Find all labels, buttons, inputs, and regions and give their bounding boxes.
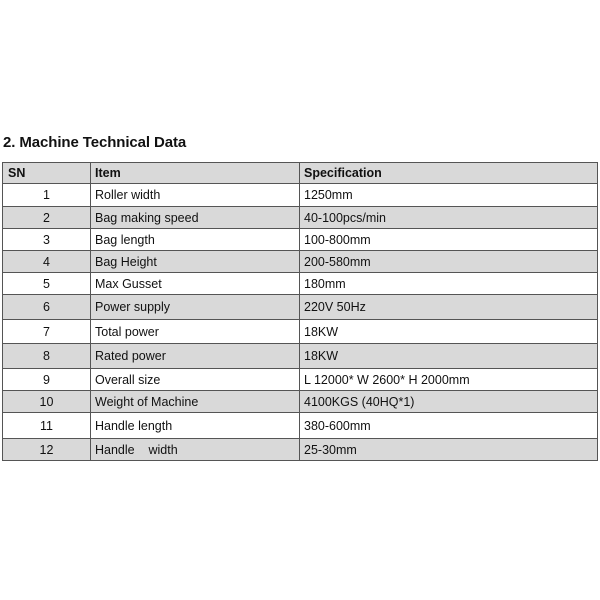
row-sn: 9: [3, 369, 91, 391]
row-spec: 180mm: [300, 273, 598, 295]
row-item: Bag Height: [91, 251, 300, 273]
row-spec: 220V 50Hz: [300, 295, 598, 320]
row-item: Max Gusset: [91, 273, 300, 295]
table-row: [3, 320, 598, 344]
row-sn: 8: [3, 344, 91, 369]
row-sn: 2: [3, 207, 91, 229]
row-spec: 18KW: [300, 344, 598, 369]
row-sn: 6: [3, 295, 91, 320]
row-sn: 12: [3, 439, 91, 461]
table-header-row: [3, 163, 598, 184]
table-row: [3, 413, 598, 439]
row-sn: 3: [3, 229, 91, 251]
row-item: Total power: [91, 320, 300, 344]
table-row: [3, 229, 598, 251]
table-row: [3, 273, 598, 295]
row-item: Handle length: [91, 413, 300, 439]
row-spec: 40-100pcs/min: [300, 207, 598, 229]
header-specification: Specification: [300, 163, 598, 184]
section-title: 2. Machine Technical Data: [3, 134, 187, 151]
row-spec: L 12000* W 2600* H 2000mm: [300, 369, 598, 391]
row-item: Handle width: [91, 439, 300, 461]
row-spec: 4100KGS (40HQ*1): [300, 391, 598, 413]
table-row: [3, 391, 598, 413]
row-sn: 4: [3, 251, 91, 273]
row-spec: 200-580mm: [300, 251, 598, 273]
row-spec: 100-800mm: [300, 229, 598, 251]
table-row: [3, 369, 598, 391]
table-row: [3, 344, 598, 369]
table-row: [3, 439, 598, 461]
row-item: Rated power: [91, 344, 300, 369]
row-item: Bag making speed: [91, 207, 300, 229]
row-spec: 1250mm: [300, 184, 598, 207]
row-sn: 10: [3, 391, 91, 413]
table-row: [3, 295, 598, 320]
row-spec: 18KW: [300, 320, 598, 344]
row-item: Power supply: [91, 295, 300, 320]
row-sn: 5: [3, 273, 91, 295]
row-spec: 380-600mm: [300, 413, 598, 439]
technical-data-table: [2, 162, 598, 461]
row-item: Bag length: [91, 229, 300, 251]
table-row: [3, 207, 598, 229]
table-row: [3, 251, 598, 273]
row-sn: 1: [3, 184, 91, 207]
row-sn: 11: [3, 413, 91, 439]
header-sn: SN: [3, 163, 91, 184]
row-sn: 7: [3, 320, 91, 344]
header-item: Item: [91, 163, 300, 184]
row-item: Weight of Machine: [91, 391, 300, 413]
row-item: Overall size: [91, 369, 300, 391]
table-row: [3, 184, 598, 207]
row-item: Roller width: [91, 184, 300, 207]
row-spec: 25-30mm: [300, 439, 598, 461]
